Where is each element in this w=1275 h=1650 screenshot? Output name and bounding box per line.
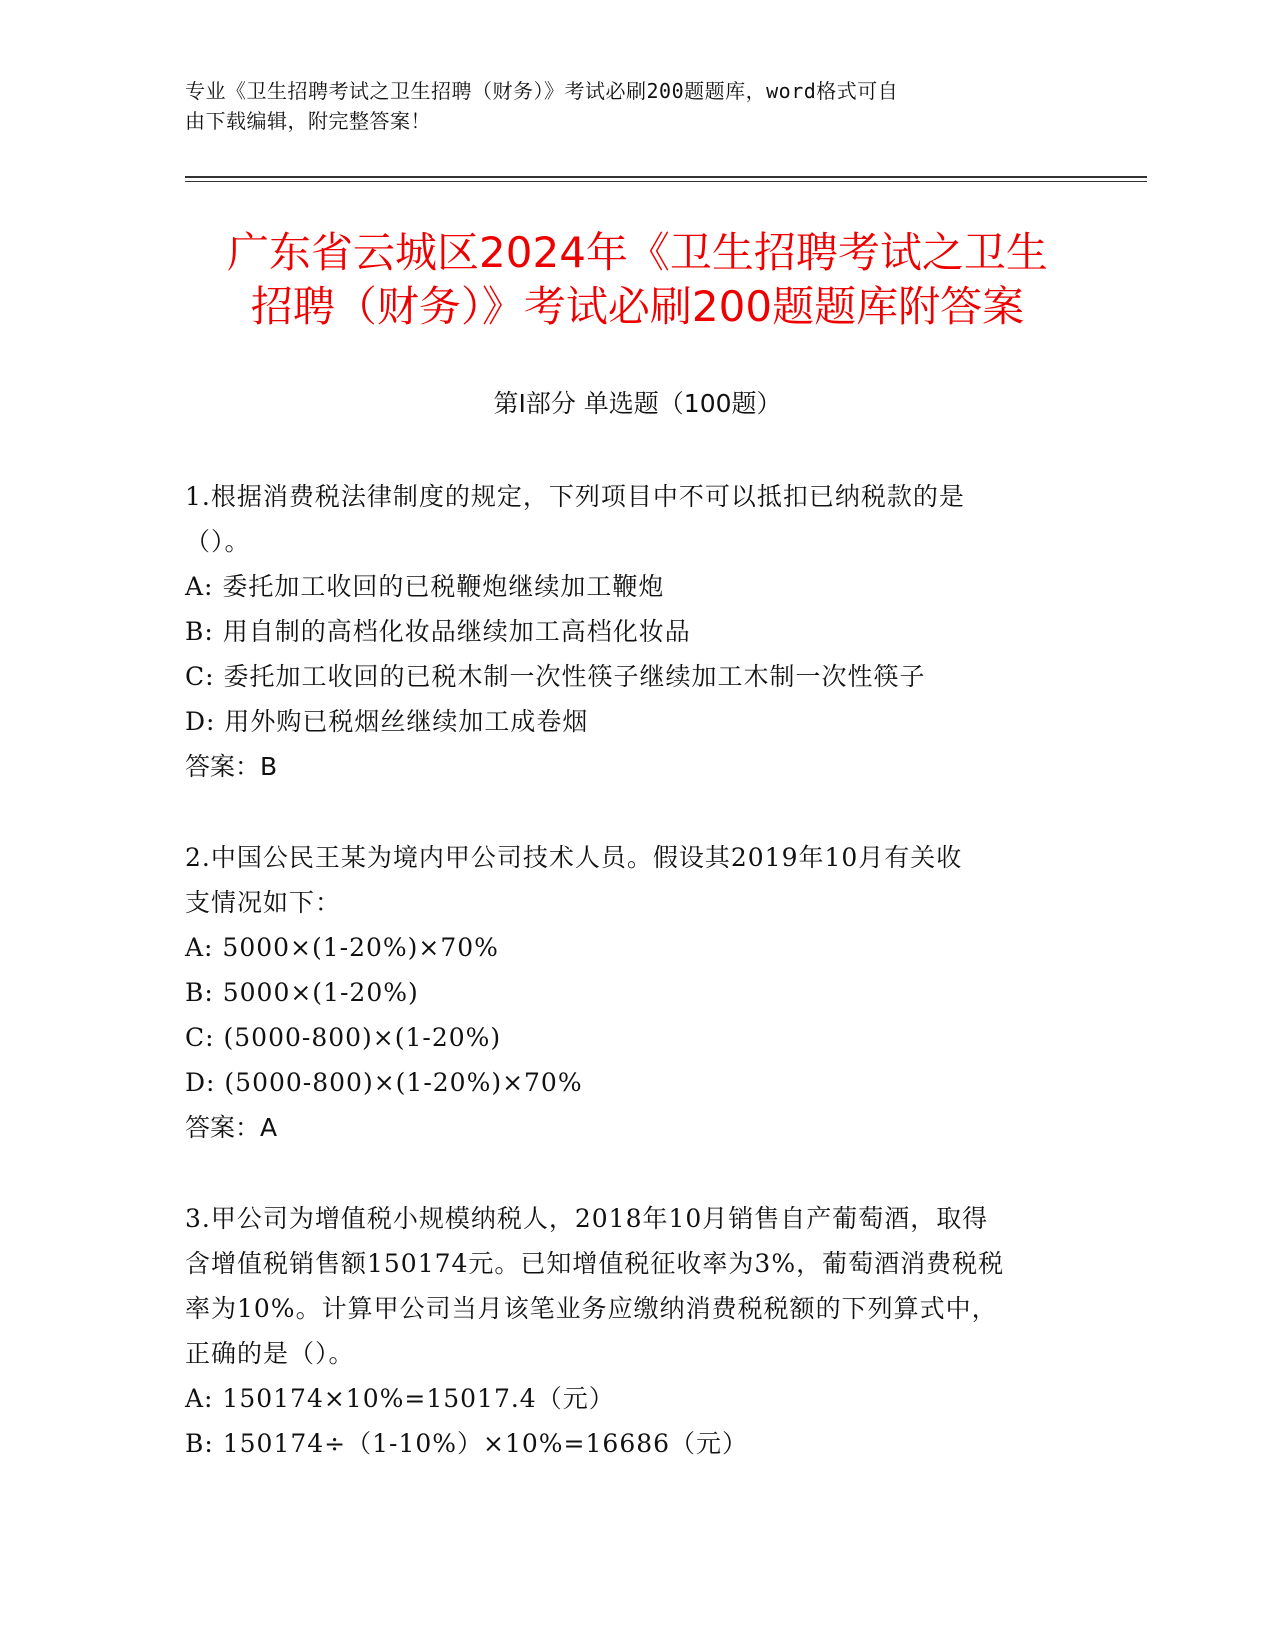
option-d: D: (5000-800)×(1-20%)×70% <box>185 1068 583 1097</box>
question-stem-line: （）。 <box>185 527 251 556</box>
option-b: B: 用自制的高档化妆品继续加工高档化妆品 <box>185 617 691 646</box>
question-1 <box>185 474 1065 789</box>
question-stem <box>185 1196 1065 1376</box>
header-divider <box>185 176 1147 178</box>
header-divider-thin <box>185 181 1147 182</box>
header-intro-line: 专业《卫生招聘考试之卫生招聘（财务）》考试必刷200题题库，word格式可自 <box>185 79 899 103</box>
question-3 <box>185 1196 1065 1466</box>
option-a: A: 5000×(1-20%)×70% <box>185 933 499 962</box>
section-heading: 第I部分 单选题（100题） <box>493 389 782 418</box>
option-c: C: (5000-800)×(1-20%) <box>185 1023 502 1052</box>
question-stem-line: 1.根据消费税法律制度的规定，下列项目中不可以抵扣已纳税款的是 <box>185 482 965 511</box>
option-b: B: 5000×(1-20%) <box>185 978 419 1007</box>
question-stem <box>185 835 1065 925</box>
question-stem-line: 3.甲公司为增值税小规模纳税人，2018年10月销售自产葡萄酒，取得 <box>185 1204 989 1233</box>
header-intro-line: 由下载编辑，附完整答案！ <box>185 109 431 133</box>
question-stem-line: 支情况如下： <box>185 888 342 917</box>
document-title-line: 广东省云城区2024年《卫生招聘考试之卫生 <box>227 228 1048 277</box>
question-2 <box>185 835 1065 1150</box>
option-a: A: 150174×10%=15017.4（元） <box>185 1384 615 1413</box>
answer: 答案：B <box>185 752 278 781</box>
question-stem <box>185 474 1065 564</box>
option-c: C: 委托加工收回的已税木制一次性筷子继续加工木制一次性筷子 <box>185 662 926 691</box>
option-d: D: 用外购已税烟丝继续加工成卷烟 <box>185 707 589 736</box>
question-stem-line: 正确的是（）。 <box>185 1339 355 1368</box>
option-a: A: 委托加工收回的已税鞭炮继续加工鞭炮 <box>185 572 665 601</box>
header-intro <box>185 76 1065 136</box>
document-title <box>185 226 1090 334</box>
document-title-line: 招聘（财务）》考试必刷200题题库附答案 <box>250 282 1025 331</box>
question-stem-line: 率为10%。计算甲公司当月该笔业务应缴纳消费税税额的下列算式中， <box>185 1294 998 1323</box>
question-stem-line: 2.中国公民王某为境内甲公司技术人员。假设其2019年10月有关收 <box>185 843 963 872</box>
question-stem-line: 含增值税销售额150174元。已知增值税征收率为3%，葡萄酒消费税税 <box>185 1249 1005 1278</box>
option-b: B: 150174÷（1-10%）×10%=16686（元） <box>185 1429 749 1458</box>
answer: 答案：A <box>185 1113 278 1142</box>
